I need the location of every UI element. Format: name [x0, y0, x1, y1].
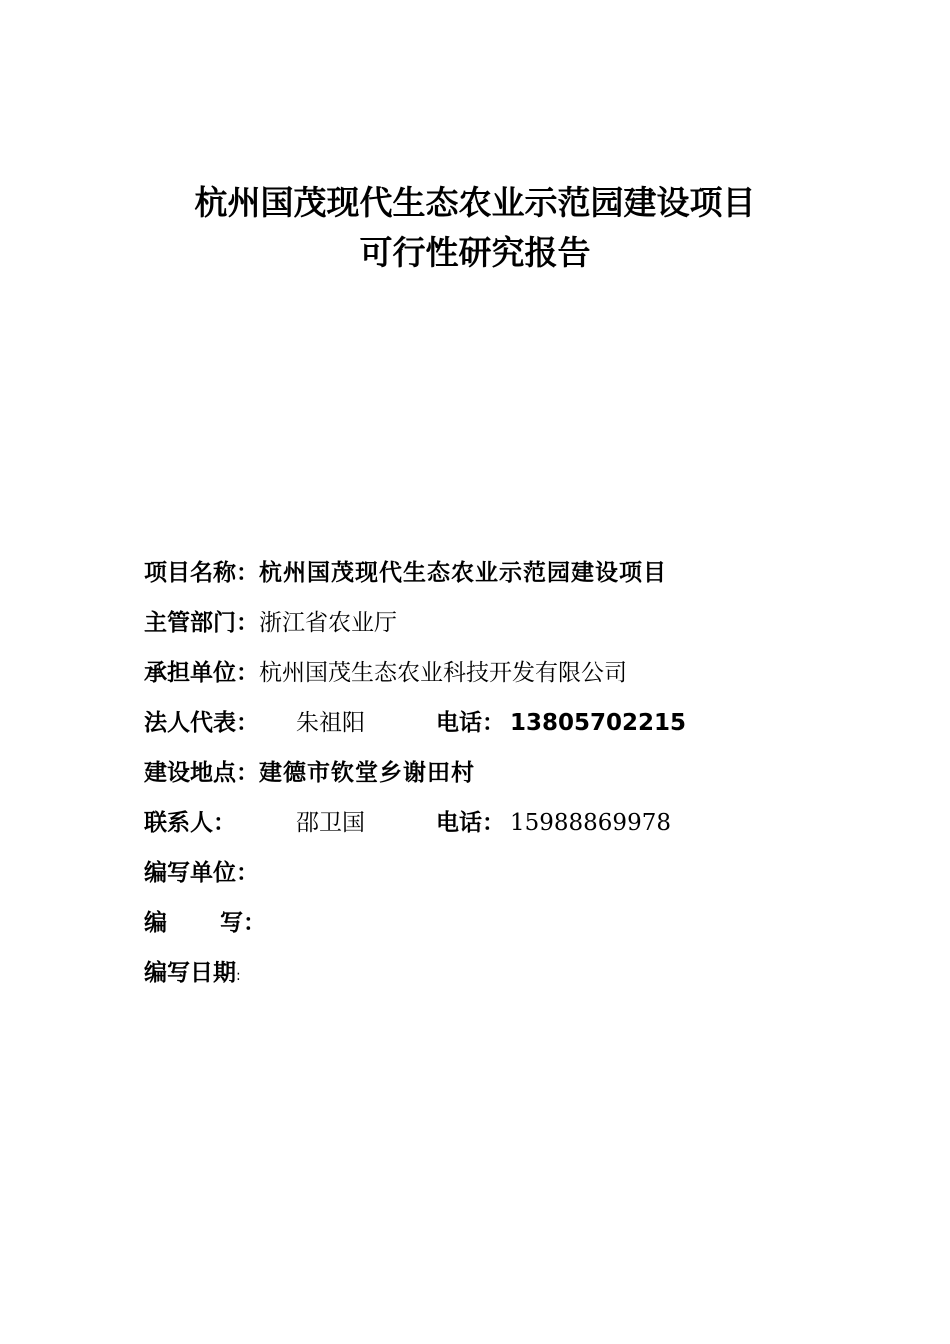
row-writer-unit — [144, 853, 904, 903]
legal-rep-phone-label: 电话： — [436, 709, 505, 736]
project-info — [144, 553, 904, 1003]
title-line-1: 杭州国茂现代生态农业示范园建设项目 — [194, 183, 756, 222]
writer-label-part1: 编 — [144, 910, 167, 936]
location-label: 建设地点： — [144, 760, 259, 786]
row-write-date — [144, 953, 904, 1003]
contact-label: 联系人： — [144, 810, 236, 836]
row-legal-rep — [144, 703, 904, 753]
legal-rep-phone: 13805702215 — [510, 710, 687, 736]
document-title — [0, 178, 950, 278]
write-date-colon: : — [236, 968, 241, 984]
contact-name: 邵卫国 — [296, 810, 365, 836]
contact-phone-label: 电话： — [436, 809, 505, 836]
title-line-2: 可行性研究报告 — [359, 233, 591, 272]
project-name-label: 项目名称： — [144, 560, 259, 586]
row-location — [144, 753, 904, 803]
row-undertaker — [144, 653, 904, 703]
row-department — [144, 603, 904, 653]
write-date-label: 编写日期 — [144, 960, 236, 986]
department-label: 主管部门： — [144, 610, 259, 636]
row-writer — [144, 903, 904, 953]
legal-rep-name: 朱祖阳 — [296, 710, 365, 736]
undertaker-label: 承担单位： — [144, 660, 259, 686]
writer-label-part2: 写： — [220, 910, 266, 936]
contact-phone: 15988869978 — [510, 810, 671, 836]
undertaker-value: 杭州国茂生态农业科技开发有限公司 — [259, 660, 627, 686]
row-project-name — [144, 553, 904, 603]
legal-rep-label: 法人代表： — [144, 710, 259, 736]
location-value: 建德市钦堂乡谢田村 — [259, 759, 475, 786]
row-contact — [144, 803, 904, 853]
writer-unit-label: 编写单位： — [144, 860, 259, 886]
department-value: 浙江省农业厅 — [259, 610, 397, 636]
project-name-value: 杭州国茂现代生态农业示范园建设项目 — [259, 559, 667, 586]
writer-label — [144, 903, 266, 943]
